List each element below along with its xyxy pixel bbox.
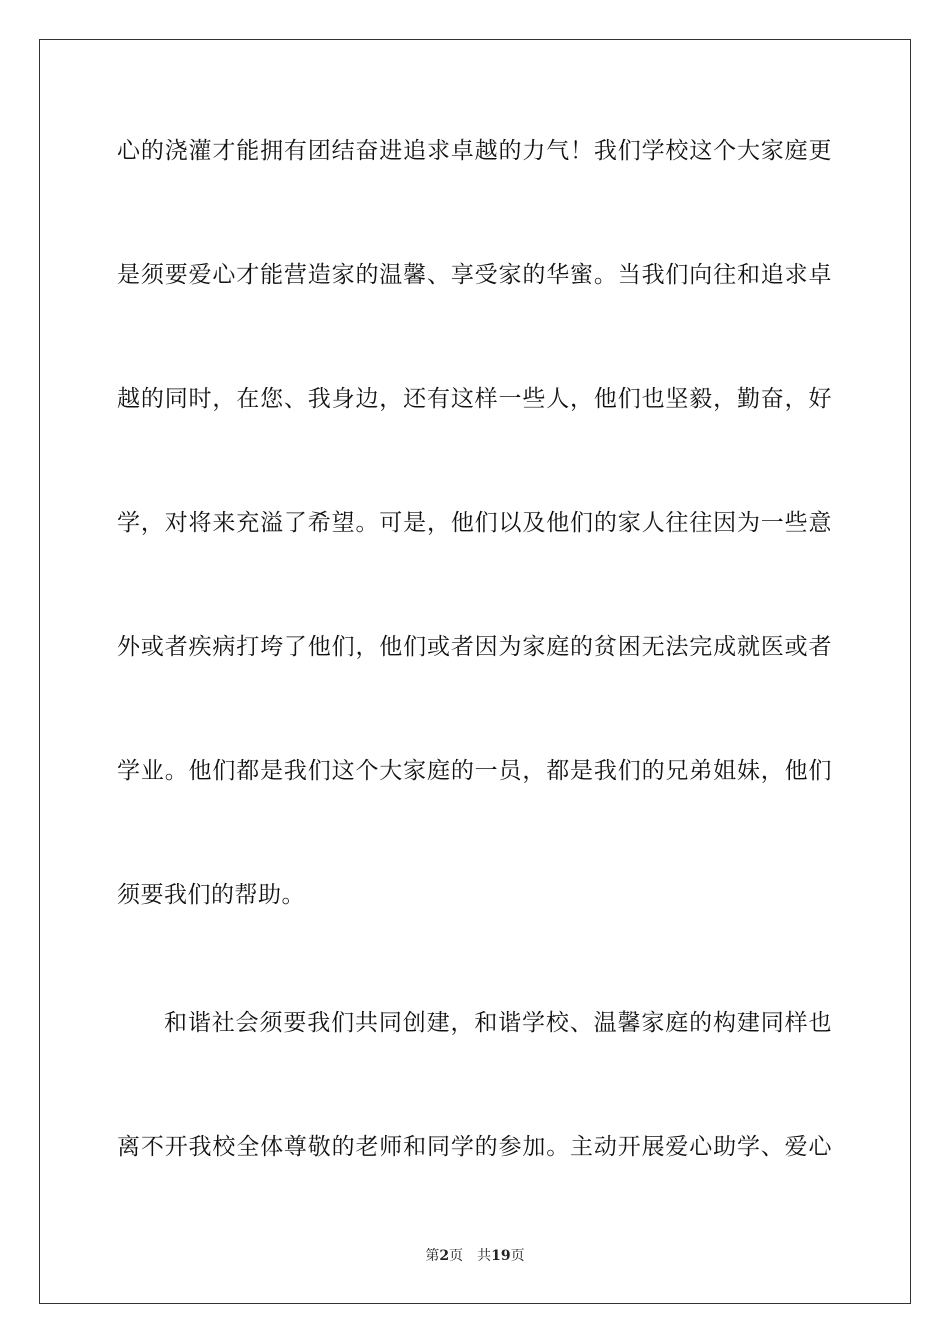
page-prefix: 第	[425, 1248, 440, 1264]
body-text-line: 是须要爱心才能营造家的温馨、享受家的华蜜。当我们向往和追求卓	[117, 262, 832, 288]
total-pages: 19	[491, 1248, 511, 1264]
body-text-line: 学，对将来充溢了希望。可是，他们以及他们的家人往往因为一些意	[117, 510, 832, 536]
body-text-line: 学业。他们都是我们这个大家庭的一员，都是我们的兄弟姐妹，他们	[117, 758, 832, 784]
body-text-line: 离不开我校全体尊敬的老师和同学的参加。主动开展爱心助学、爱心	[117, 1134, 832, 1160]
body-text-line: 越的同时，在您、我身边，还有这样一些人，他们也坚毅，勤奋，好	[117, 386, 832, 412]
body-text-line: 须要我们的帮助。	[117, 882, 305, 908]
paragraph-first-line: 和谐社会须要我们共同创建，和谐学校、温馨家庭的构建同样也	[164, 1010, 832, 1036]
body-text-line: 外或者疾病打垮了他们，他们或者因为家庭的贫困无法完成就医或者	[117, 634, 832, 660]
body-text-line: 心的浇灌才能拥有团结奋进追求卓越的力气！我们学校这个大家庭更	[117, 138, 832, 164]
page-suffix: 页	[449, 1248, 464, 1264]
page-number: 2	[439, 1248, 450, 1264]
page-footer	[0, 1247, 950, 1265]
total-suffix: 页	[510, 1248, 525, 1264]
total-prefix: 共	[477, 1248, 492, 1264]
page-border	[39, 39, 911, 1304]
